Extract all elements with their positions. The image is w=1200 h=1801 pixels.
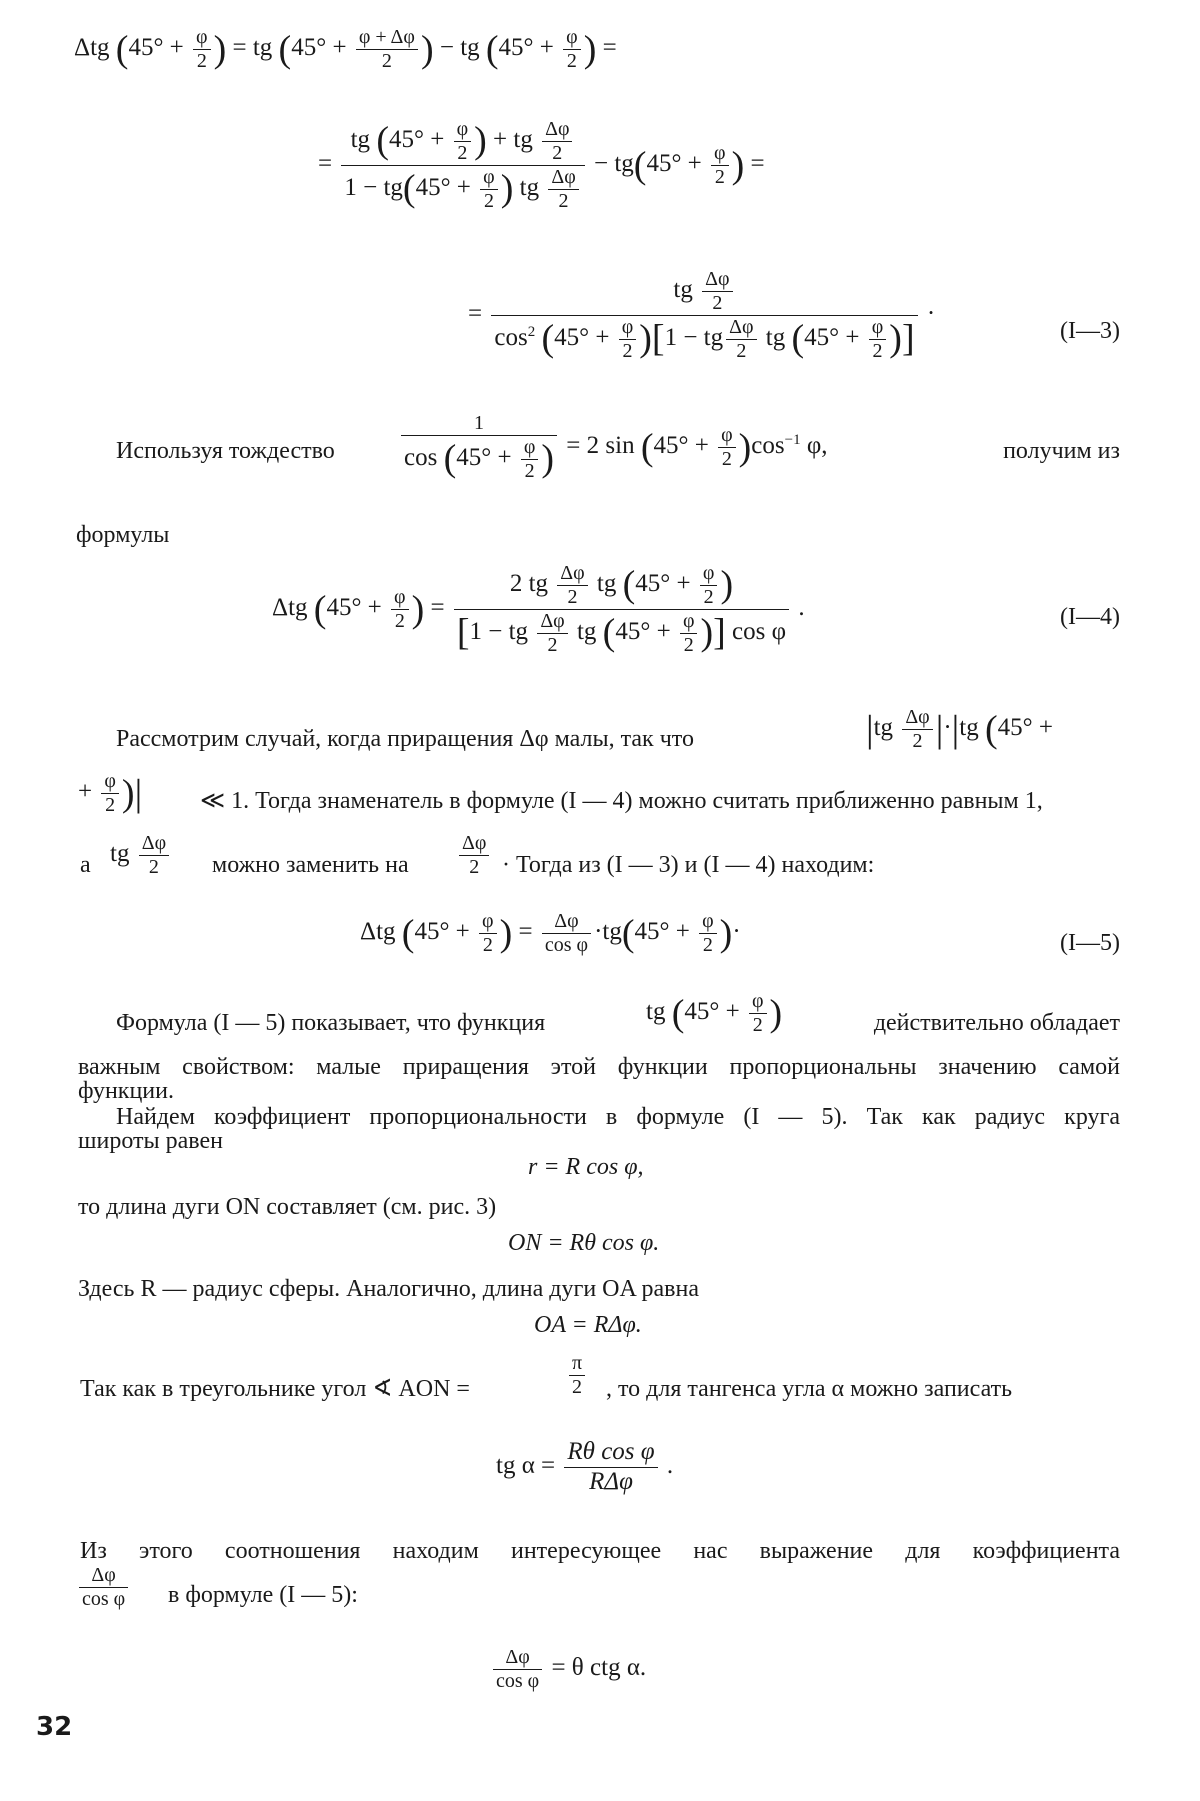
- paragraph-tangent-write: , то для тангенса угла α можно записать: [606, 1376, 1013, 1402]
- paragraph-formula-shows-start: Формула (I — 5) показывает, что функция: [116, 1010, 546, 1036]
- paragraph-formula-shows-tail: действительно обладает: [873, 1010, 1120, 1036]
- paragraph-denominator-approx: ≪ 1. Тогда знаменатель в формуле (I — 4) можно считать приближенно равным 1,: [200, 788, 1043, 814]
- equation-pi-half: $\frac{\pi}{2}$: [566, 1352, 588, 1399]
- equation-arc-on: ON = Rθ cos φ.: [508, 1230, 660, 1256]
- equation-coef-fraction: $\frac{\Delta\varphi}{\text{cos φ}}$: [76, 1564, 131, 1611]
- paragraph-replace-a: a: [80, 852, 91, 878]
- equation-tg-half-delta: tg $\frac{\Delta\varphi}{2}$: [110, 832, 172, 879]
- paragraph-in-formula: в формуле (I — 5):: [168, 1582, 358, 1608]
- equation-abs-product-start: |tg $\frac{\Delta\varphi}{2}$ |·|tg (45° +: [866, 706, 1053, 752]
- paragraph-latitude-radius: широты равен: [78, 1128, 223, 1154]
- equation-tg-alpha: tg α = $\frac{\text{Rθ cos φ}}{\text{RΔφ}}$ .: [496, 1438, 674, 1495]
- equation-final: $\frac{\Delta\varphi}{\text{cos φ}}$ = θ ctg α.: [490, 1646, 646, 1693]
- paragraph-identity-tail: получим из: [1003, 438, 1120, 464]
- paragraph-replace-b: можно заменить на: [212, 852, 409, 878]
- equation-I-4: Δtg (45° + $\frac{\varphi}{2}$ ) = 2 tg $\frac{\Delta\varphi}{2}$ tg (45° + $\frac{\varphi}{2}$ ) [1 − tg $\frac{\Delta\varphi}{2}$ tg (45° + $\frac{\varphi}{2}$ )] cos φ .: [272, 562, 805, 656]
- equation-label-I-3: (I—3): [1060, 318, 1120, 344]
- equation-tg-45-phi-half: tg (45° + $\frac{\varphi}{2}$ ): [646, 990, 783, 1036]
- equation-delta-tg-line2: = tg (45° + $\frac{\varphi}{2}$ ) + tg $\frac{\Delta\varphi}{2}$ 1 − tg(45° + $\frac{\varphi}{2}$ ) tg $\frac{\Delta\varphi}{2}$ − tg(45° + $\frac{\varphi}{2}$ ) =: [318, 118, 765, 212]
- equation-I-3: = tg $\frac{\Delta\varphi}{2}$ $\cos^2 (45^\circ$ + $\frac{\varphi}{2}$ )[1 − tg $\frac{\Delta\varphi}{2}$ tg (45° + $\frac{\varphi}{2}$ )] ·: [468, 268, 936, 362]
- equation-arc-oa: OA = RΔφ.: [534, 1312, 642, 1338]
- paragraph-sphere-radius: Здесь R — радиус сферы. Аналогично, длина дуги OA равна: [78, 1276, 699, 1302]
- equation-identity: 1 cos (45° + $\frac{\varphi}{2}$ ) = 2 sin (45° + $\frac{\varphi}{2}$ )$\cos^{-1}$ φ,: [398, 412, 828, 483]
- paragraph-find-coefficient: Найдем коэффициент пропорциональности в формуле (I — 5). Так как радиус круга: [116, 1104, 1120, 1130]
- paragraph-from-relation: Из этого соотношения находим интересующее нас выражение для коэффициента: [80, 1538, 1120, 1564]
- equation-final-rhs: = θ ctg α.: [551, 1654, 647, 1682]
- equation-I-5: Δtg (45° + $\frac{\varphi}{2}$ ) = $\frac{\Delta\varphi}{\text{cos φ}}$ ·tg(45° + $\frac{\varphi}{2}$ )·: [360, 910, 741, 956]
- paragraph-small-increments: Рассмотрим случай, когда приращения Δφ малы, так что: [116, 726, 694, 752]
- paragraph-replace-c: · Тогда из (I — 3) и (I — 4) находим:: [502, 852, 875, 878]
- paragraph-arc-on: то длина дуги ON составляет (см. рис. 3): [78, 1194, 497, 1220]
- equation-radius: r = R cos φ,: [528, 1154, 644, 1180]
- equation-delta-tg-line1: Δtg (45° + $\frac{\varphi}{2}$ ) = tg (45° + $\frac{\varphi + \Delta\varphi}{2}$ ) − tg (45° + $\frac{\varphi}{2}$ ) =: [74, 26, 617, 72]
- paragraph-formula-word: формулы: [76, 522, 170, 548]
- equation-half-delta: $\frac{\Delta\varphi}{2}$: [456, 832, 492, 879]
- paragraph-function-word: функции.: [78, 1078, 174, 1104]
- equation-label-I-4: (I—4): [1060, 604, 1120, 630]
- equation-abs-product-end: + $\frac{\varphi}{2}$ )|: [78, 770, 143, 816]
- paragraph-identity-intro: Используя тождество: [116, 438, 335, 464]
- paragraph-triangle-angle: Так как в треугольнике угол ∢ AON =: [80, 1376, 470, 1402]
- equation-label-I-5: (I—5): [1060, 930, 1120, 956]
- page-number: 32: [36, 1712, 73, 1742]
- paragraph-important-property: важным свойством: малые приращения этой функции пропорциональны значению самой: [78, 1054, 1120, 1080]
